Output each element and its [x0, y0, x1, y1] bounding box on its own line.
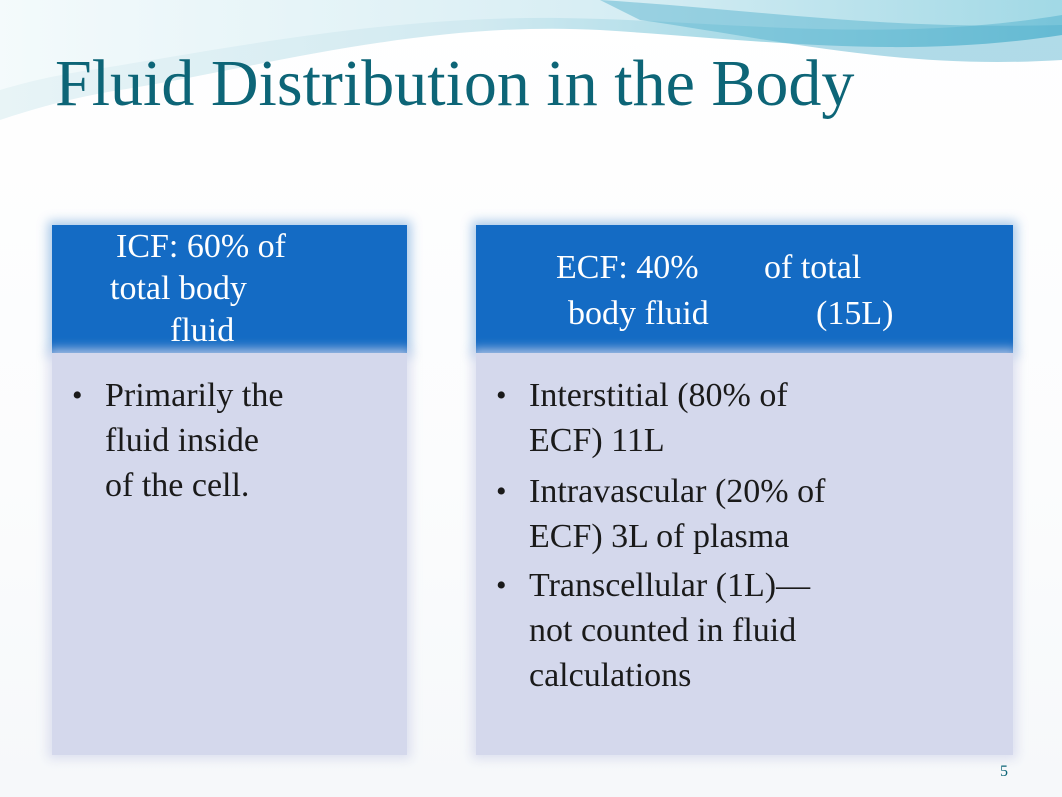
ecf-header-line-2: of total: [764, 249, 862, 286]
ecf-header: [476, 225, 1013, 353]
icf-header: [52, 225, 407, 353]
ecf-column: [476, 225, 1013, 755]
page-number: 5: [1000, 763, 1008, 780]
bullet-text-line: Primarily the: [105, 377, 284, 414]
ecf-header-line-4: (15L): [816, 295, 894, 332]
bullet-text-line: calculations: [529, 657, 692, 694]
bullet-text-line: Intravascular (20% of: [529, 473, 826, 510]
bullet-icon: •: [496, 475, 507, 508]
icf-body: [52, 353, 407, 755]
ecf-body: [476, 353, 1013, 755]
icf-header-line-3: fluid: [170, 312, 235, 349]
bullet-text-line: Interstitial (80% of: [529, 377, 788, 414]
icf-header-line-1: ICF: 60% of: [116, 228, 286, 265]
bullet-text-line: ECF) 3L of plasma: [529, 518, 790, 555]
bullet-text-line: not counted in fluid: [529, 612, 797, 649]
bullet-icon: •: [72, 379, 83, 412]
bullet-text-line: fluid inside: [105, 422, 259, 459]
bullet-text-line: Transcellular (1L)—: [529, 567, 811, 604]
icf-header-line-2: total body: [110, 270, 247, 307]
icf-column: [52, 225, 407, 755]
bullet-text-line: ECF) 11L: [529, 422, 665, 459]
bullet-icon: •: [496, 379, 507, 412]
bullet-icon: •: [496, 569, 507, 602]
ecf-header-line-3: body fluid: [568, 295, 709, 332]
slide-title: Fluid Distribution in the Body: [55, 47, 855, 120]
ecf-header-line-1: ECF: 40%: [556, 249, 699, 286]
bullet-text-line: of the cell.: [105, 467, 250, 504]
